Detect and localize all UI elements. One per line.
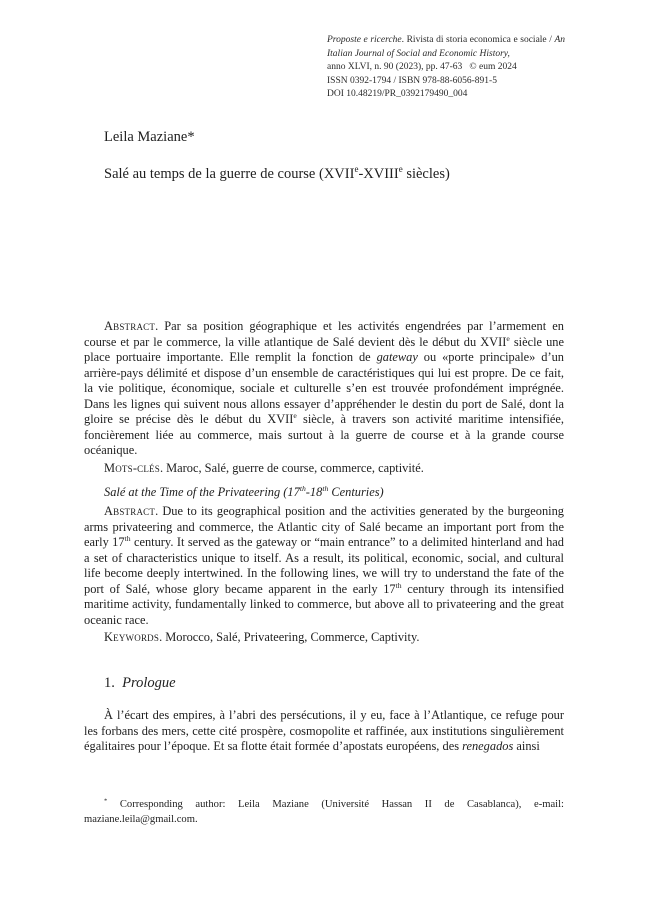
- english-title-mid: -18: [305, 485, 323, 499]
- english-title-sup: th: [299, 483, 306, 493]
- journal-issn: ISSN 0392-1794 / ISBN 978-88-6056-891-5: [327, 75, 497, 86]
- keywords-en: [84, 630, 564, 646]
- prologue-renegados: renegados: [462, 739, 514, 753]
- article-title-sup: e: [398, 164, 403, 175]
- abstract-fr: [84, 319, 564, 459]
- abstract-fr-sup: e: [293, 410, 297, 420]
- abstract-fr-text: ou «porte principale» d’un arrière-pays délimité et dispose d’un ensemble de caractéristiques qui lui est propre. De ce fait, la vie politique, économique, sociale et culturelle s’en est trouvée profondément imprégnée. Dans les lignes qui suivent nous allons essayer d’appréhender le destin du port de Salé, dont la gloire se précise dès le début du XVII: [84, 350, 564, 426]
- abstract-en-text: century through its intensified maritime activity, fundamentally linked to commerce, but above all to privateering and the great oceanic race.: [84, 581, 564, 627]
- keywords-en-text: . Morocco, Salé, Privateering, Commerce, Captivity.: [159, 630, 420, 644]
- abstract-en-text: . Due to its geographical position and the activities generated by the burgeoning arms privateering and commerce, the Atlantic city of Salé became an important port from the early 17: [84, 504, 564, 549]
- abstract-fr-text: siècle une place portuaire importante. Elle remplit la fonction de: [84, 334, 564, 364]
- keywords-fr-label: Mots-clés: [104, 461, 160, 475]
- author-name: Leila Maziane*: [104, 129, 195, 145]
- section-heading: [104, 675, 176, 692]
- journal-doi: DOI 10.48219/PR_0392179490_004: [327, 89, 468, 100]
- abstract-fr-text: . Par sa position géographique et les activités engendrées par l’armement en course et par le commerce, la ville atlantique de Salé devient dès le début du XVII: [84, 319, 564, 349]
- english-title-end: Centuries): [328, 485, 384, 499]
- article-title-main: Salé au temps de la guerre de course (XVII: [104, 166, 355, 182]
- abstract-en-sup: th: [395, 580, 402, 590]
- abstract-fr-text: siècle, à travers son activité maritime intensifiée, foncièrement liée au commerce, mais surtout à la guerre de course et à la grande course océanique.: [84, 412, 564, 457]
- article-title: [104, 166, 450, 183]
- journal-series: Proposte e ricerche: [327, 35, 402, 45]
- abstract-fr-gateway: gateway: [376, 350, 418, 364]
- keywords-fr-text: . Maroc, Salé, guerre de course, commerce, captivité.: [159, 461, 424, 475]
- keywords-en-label: Keywords: [104, 630, 160, 644]
- article-title-mid: -XVIII: [358, 166, 399, 182]
- abstract-fr-sup: e: [506, 333, 510, 343]
- abstract-en: [84, 504, 564, 628]
- journal-info: [327, 34, 565, 102]
- english-title-sup: th: [322, 483, 329, 493]
- journal-separator: .: [401, 35, 407, 45]
- footnote-marker: *: [104, 797, 108, 805]
- footnote-text: Corresponding author: Leila Maziane (Université Hassan II de Casablanca), e-mail: maziane.leila@gmail.com.: [84, 799, 564, 825]
- journal-copyright: © eum 2024: [469, 62, 517, 73]
- abstract-en-text: century. It served as the gateway or “main entrance” to a delimited hinterland and had a set of characteristics unique to itself. As a result, its political, economic, social, and cultural life become deeply intertwined. In the following lines, we will try to understand the fate of the port of Salé, whose glory became apparent in the early 17: [84, 535, 564, 596]
- journal-title-it: Rivista di storia economica e sociale /: [406, 35, 552, 45]
- abstract-en-sup: th: [124, 533, 131, 543]
- section-number: 1.: [104, 675, 115, 691]
- english-title-main: Salé at the Time of the Privateering (17: [104, 485, 300, 499]
- article-title-sup: e: [354, 164, 359, 175]
- keywords-fr: [84, 461, 564, 477]
- prologue-text: ainsi: [513, 739, 540, 753]
- journal-name-line: [327, 34, 565, 61]
- abstract-fr-label: Abstract: [104, 319, 156, 333]
- footnote: [84, 798, 564, 827]
- journal-issue: [327, 61, 565, 75]
- english-title: [84, 485, 564, 501]
- prologue-paragraph: [84, 708, 564, 755]
- prologue-text: À l’écart des empires, à l’abri des persécutions, il y eu, face à l’Atlantique, ce refuge pour les forbans des mers, cette cité prospère, cosmopolite et raffinée, aux institutions singulièrement égalitaires pour l’époque. Et sa flotte était formée d’apostats européens, des: [84, 708, 564, 753]
- article-title-end: siècles): [402, 166, 450, 182]
- section-title: Prologue: [122, 675, 176, 691]
- journal-title-en: An Italian Journal of Social and Economic History,: [327, 35, 566, 59]
- abstract-en-label: Abstract: [104, 504, 156, 518]
- journal-volume: anno XLVI, n. 90 (2023), pp. 47-63: [327, 62, 463, 73]
